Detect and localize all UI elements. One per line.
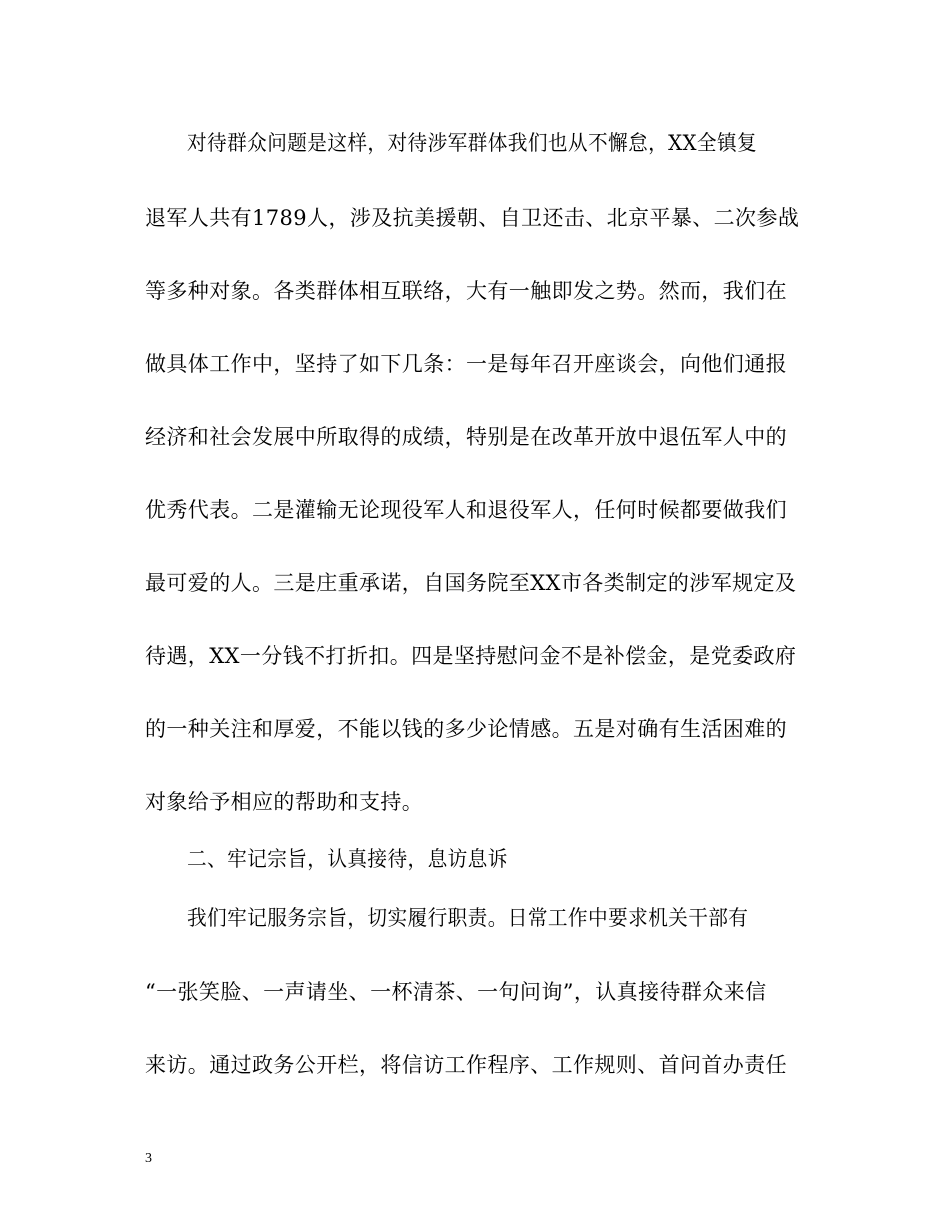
paragraph-line: 来访。通过政务公开栏，将信访工作程序、工作规则、首问首办责任: [145, 1053, 787, 1077]
paragraph-line: 最可爱的人。三是庄重承诺，自国务院至XX市各类制定的涉军规定及: [145, 571, 797, 595]
section-heading: 二、牢记宗旨，认真接待，息访息诉: [187, 847, 508, 871]
paragraph-line: 的一种关注和厚爱，不能以钱的多少论情感。五是对确有生活困难的: [145, 717, 787, 741]
paragraph-line: 对象给予相应的帮助和支持。: [145, 790, 424, 814]
paragraph-line: 退军人共有1789人，涉及抗美援朝、自卫还击、北京平暴、二次参战: [145, 206, 800, 230]
paragraph-line: “一张笑脸、一声请坐、一杯清茶、一句问询”，认真接待群众来信: [145, 980, 767, 1004]
paragraph-line: 我们牢记服务宗旨，切实履行职责。日常工作中要求机关干部有: [187, 906, 749, 930]
paragraph-line: 对待群众问题是这样，对待涉军群体我们也从不懈怠，XX全镇复: [187, 131, 758, 155]
page-number: 3: [145, 1151, 152, 1166]
paragraph-line: 做具体工作中，坚持了如下几条：一是每年召开座谈会，向他们通报: [145, 352, 787, 376]
paragraph-line: 优秀代表。二是灌输无论现役军人和退役军人，任何时候都要做我们: [145, 498, 787, 522]
paragraph-line: 待遇，XX一分钱不打折扣。四是坚持慰问金不是补偿金，是党委政府: [145, 644, 797, 668]
paragraph-line: 等多种对象。各类群体相互联络，大有一触即发之势。然而，我们在: [145, 279, 787, 303]
paragraph-line: 经济和社会发展中所取得的成绩，特别是在改革开放中退伍军人中的: [145, 425, 787, 449]
